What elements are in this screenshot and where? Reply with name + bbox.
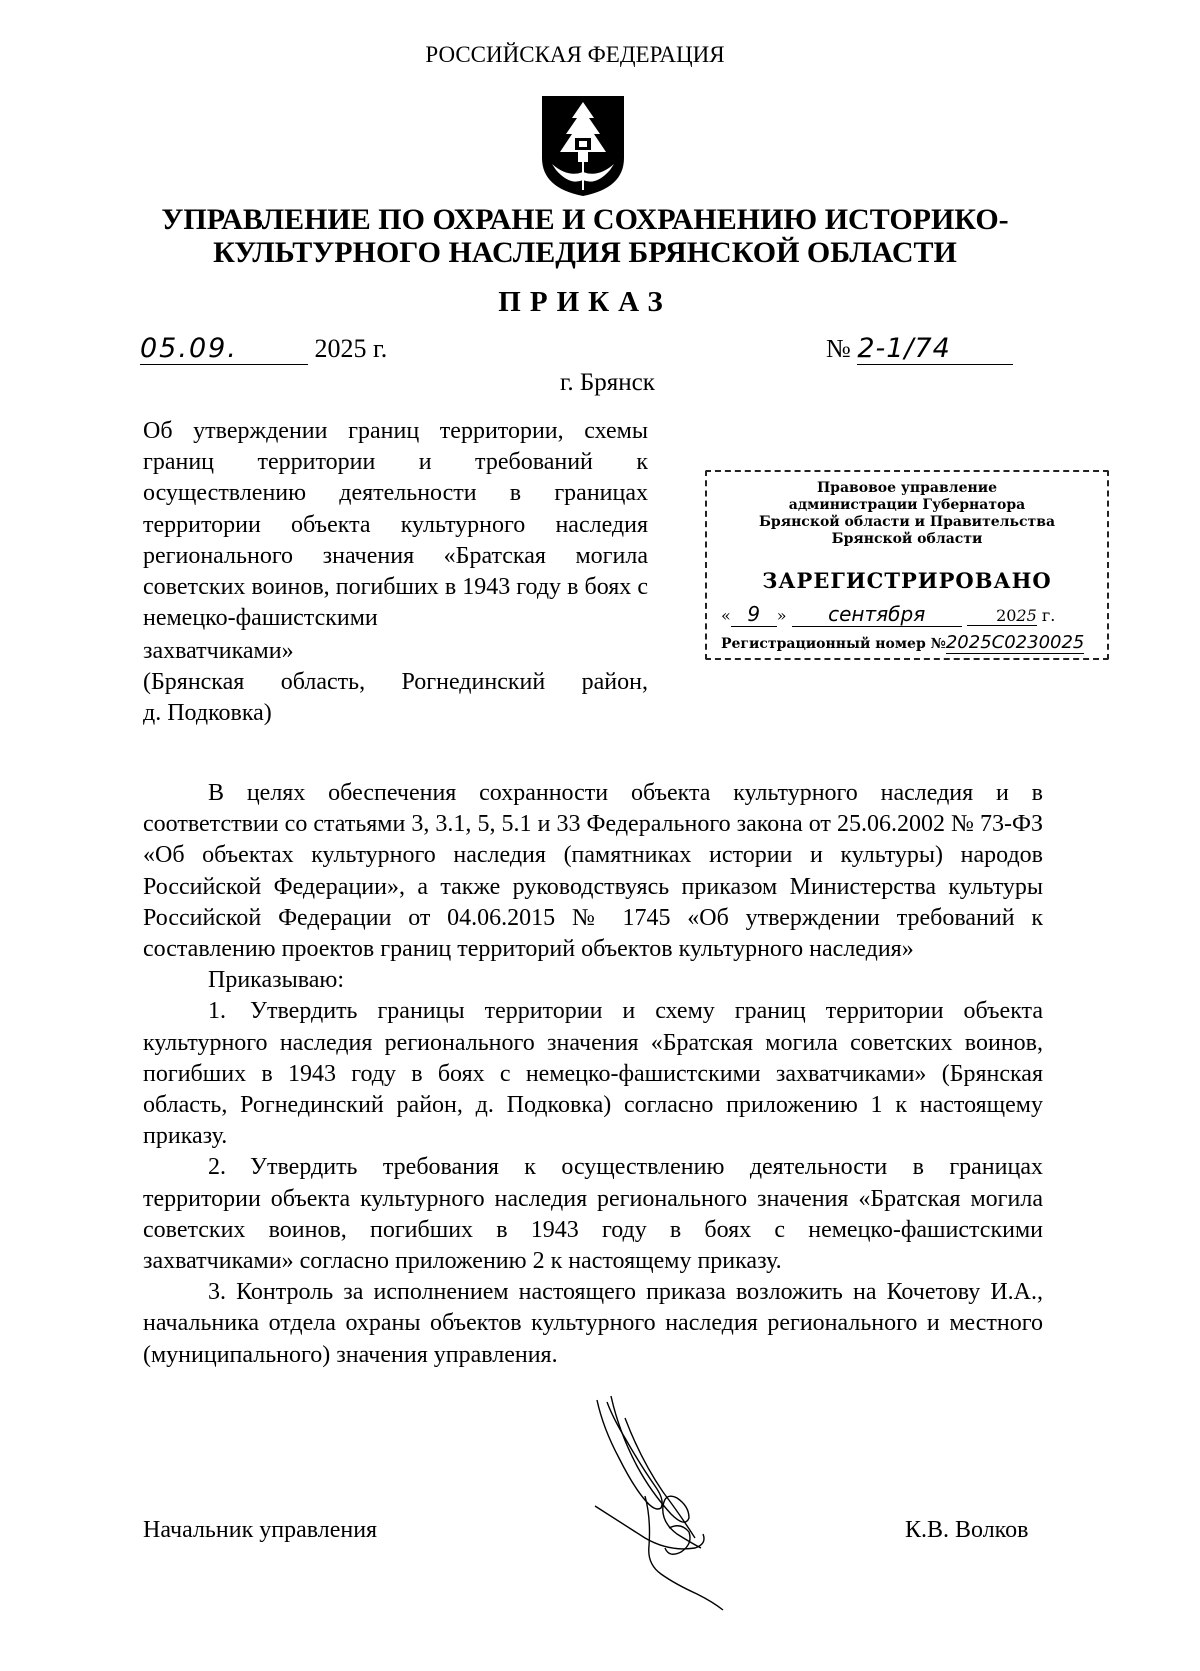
order-subject: Об утверждении границ территории, схемы границ территории и требований к осуществлению деятельности в границах территории объекта культурного наследия регионального значения «Братская могила советских воинов, погибших в 1943 году в боях с немецко-фашистскими [143, 418, 648, 632]
order-item-3: 3. Контроль за исполнением настоящего приказа возложить на Кочетову И.А., начальника отдела охраны объектов культурного наследия регионального и местного (муниципального) значения управления. [143, 1279, 1043, 1368]
quote-close: » [776, 606, 787, 625]
signature-icon [585, 1388, 760, 1613]
year-hand: 25 [1016, 606, 1037, 625]
agency-name-line2: КУЛЬТУРНОГО НАСЛЕДИЯ БРЯНСКОЙ ОБЛАСТИ [213, 236, 957, 269]
stamp-year [967, 606, 1037, 626]
subject-tail-line3: д. Подковка) [143, 700, 272, 727]
stamp-authority-line: Брянской области [831, 531, 983, 547]
quote-open: « [721, 606, 731, 625]
preamble: В целях обеспечения сохранности объекта культурного наследия и в соответствии со статьями 3, 3.1, 5, 5.1 и 33 Федерального закона от 25.06.2002 № 73-ФЗ «Об объектах культурного наследия (памятниках истории и культуры) народов Российской Федерации», а также руководствуясь приказом Министерства культуры Российской Федерации от 04.06.2015 № 1745 «Об утверждении требований к составлению проектов границ территорий объектов культурного наследия» [143, 780, 1043, 963]
order-word: Приказываю: [208, 967, 344, 994]
order-subject-tail [143, 636, 648, 730]
signer-title: Начальник управления [143, 1517, 378, 1543]
year-prefix: 20 [996, 606, 1017, 625]
agency-name-line1: УПРАВЛЕНИЕ ПО ОХРАНЕ И СОХРАНЕНИЮ ИСТОРИКО- [161, 203, 1009, 236]
order-item-2: 2. Утвердить требования к осуществлению деятельности в границах территории объекта культурного наследия регионального значения «Братская могила советских воинов, погибших в 1943 году в боях с немецко-фашистскими захватчиками» согласно приложению 2 к настоящему приказу. [143, 1154, 1043, 1275]
order-body [143, 778, 1043, 1371]
handwritten-date: 05.09. [140, 333, 308, 365]
subject-tail-line2: (Брянская область, Рогнединский район, [143, 669, 648, 696]
document-type-title: ПРИКАЗ [498, 286, 672, 318]
stamp-month: сентября [792, 602, 962, 627]
subject-tail-line1: захватчиками» [143, 638, 294, 664]
order-number [826, 333, 1013, 365]
stamp-authority-line: Правовое управление [816, 480, 998, 496]
year-suffix: г. [1041, 606, 1056, 625]
order-date [140, 333, 387, 365]
stamp-date [721, 602, 1096, 627]
stamp-day: 9 [731, 602, 777, 627]
stamp-reg-number [721, 632, 1096, 654]
reg-number-hand: 2025С0230025 [945, 632, 1085, 653]
order-year: 2025 г. [314, 334, 388, 363]
stamp-authority [707, 480, 1107, 548]
country-header: РОССИЙСКАЯ ФЕДЕРАЦИЯ [425, 42, 725, 67]
stamp-authority-line: Брянской области и Правительства [758, 514, 1056, 530]
stamp-status: ЗАРЕГИСТРИРОВАНО [762, 568, 1052, 593]
signer-name: К.В. Волков [905, 1517, 1029, 1543]
number-sign: № [826, 334, 851, 363]
city: г. Брянск [560, 369, 655, 396]
handwritten-number: 2-1/74 [857, 333, 1013, 365]
stamp-authority-line: администрации Губернатора [788, 497, 1026, 513]
order-item-1: 1. Утвердить границы территории и схему границ территории объекта культурного наследия регионального значения «Братская могила советских воинов, погибших в 1943 году в боях с немецко-фашистскими захватчиками» (Брянская область, Рогнединский район, д. Подковка) согласно приложению 1 к настоящему приказу. [143, 998, 1043, 1150]
coat-of-arms-icon [538, 92, 628, 200]
registration-stamp [705, 470, 1109, 660]
agency-name [0, 203, 1170, 269]
reg-label: Регистрационный номер № [721, 636, 946, 652]
